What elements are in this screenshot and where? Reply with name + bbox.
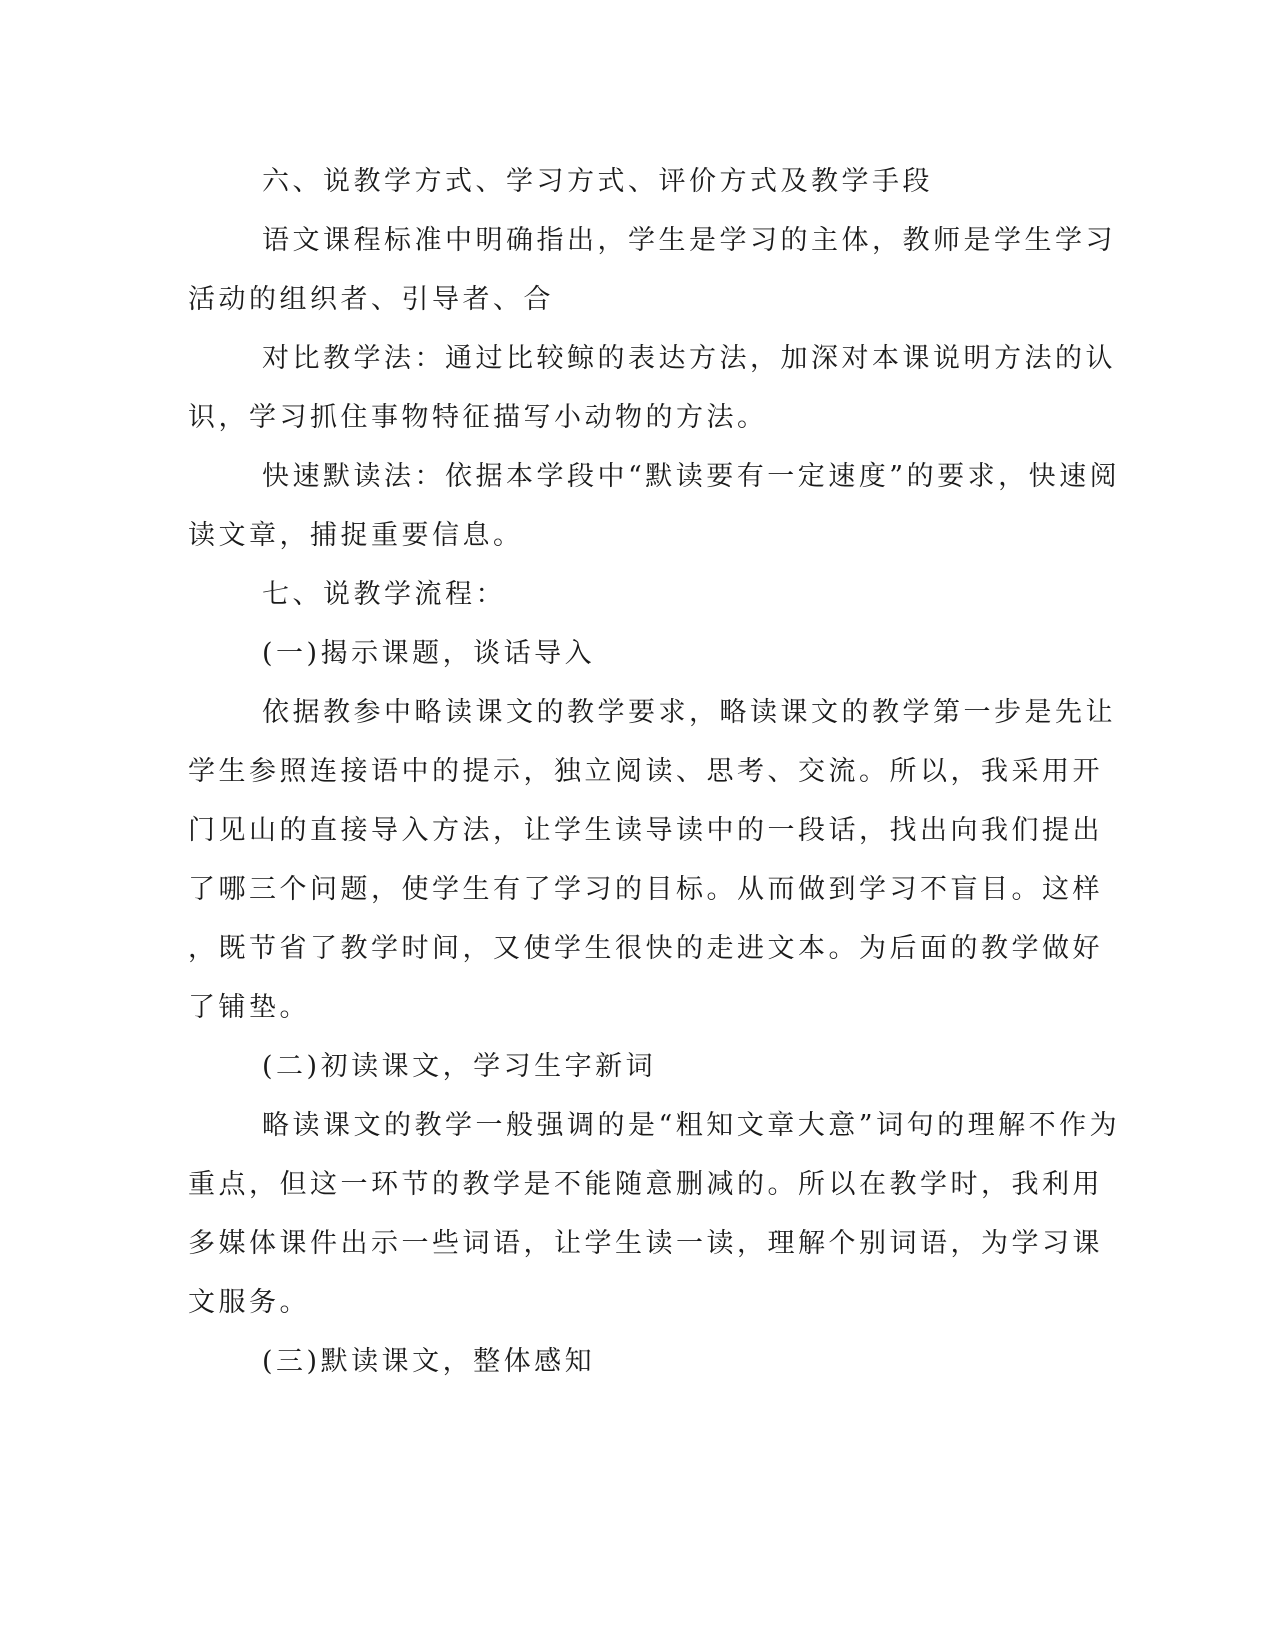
paragraph-line: 了哪三个问题，使学生有了学习的目标。从而做到学习不盲目。这样 [188, 874, 1103, 905]
paragraph-line: 多媒体课件出示一些词语，让学生读一读，理解个别词语，为学习课 [188, 1228, 1103, 1259]
section-heading-6: 六、说教学方式、学习方式、评价方式及教学手段 [262, 166, 933, 197]
paragraph-line: 了铺垫。 [188, 992, 310, 1023]
paragraph-line: 语文课程标准中明确指出，学生是学习的主体，教师是学生学习 [262, 225, 1116, 256]
subheading-1: (一)揭示课题，谈话导入 [262, 638, 596, 669]
paragraph-line: 识，学习抓住事物特征描写小动物的方法。 [188, 402, 768, 433]
paragraph-line: 读文章，捕捉重要信息。 [188, 520, 524, 551]
paragraph-line: 对比教学法：通过比较鲸的表达方法，加深对本课说明方法的认 [262, 343, 1116, 374]
paragraph-line: ，既节省了教学时间，又使学生很快的走进文本。为后面的教学做好 [188, 933, 1103, 964]
paragraph-line: 文服务。 [188, 1287, 310, 1318]
paragraph-line: 快速默读法：依据本学段中“默读要有一定速度”的要求，快速阅 [262, 461, 1121, 492]
paragraph-line: 学生参照连接语中的提示，独立阅读、思考、交流。所以，我采用开 [188, 756, 1103, 787]
subheading-3: (三)默读课文，整体感知 [262, 1346, 596, 1377]
section-heading-7: 七、说教学流程： [262, 579, 506, 610]
subheading-2: (二)初读课文，学习生字新词 [262, 1051, 657, 1082]
paragraph-line: 依据教参中略读课文的教学要求，略读课文的教学第一步是先让 [262, 697, 1116, 728]
paragraph-line: 略读课文的教学一般强调的是“粗知文章大意”词句的理解不作为 [262, 1110, 1121, 1141]
paragraph-line: 活动的组织者、引导者、合 [188, 284, 554, 315]
paragraph-line: 重点，但这一环节的教学是不能随意删减的。所以在教学时，我利用 [188, 1169, 1103, 1200]
paragraph-line: 门见山的直接导入方法，让学生读导读中的一段话，找出向我们提出 [188, 815, 1103, 846]
